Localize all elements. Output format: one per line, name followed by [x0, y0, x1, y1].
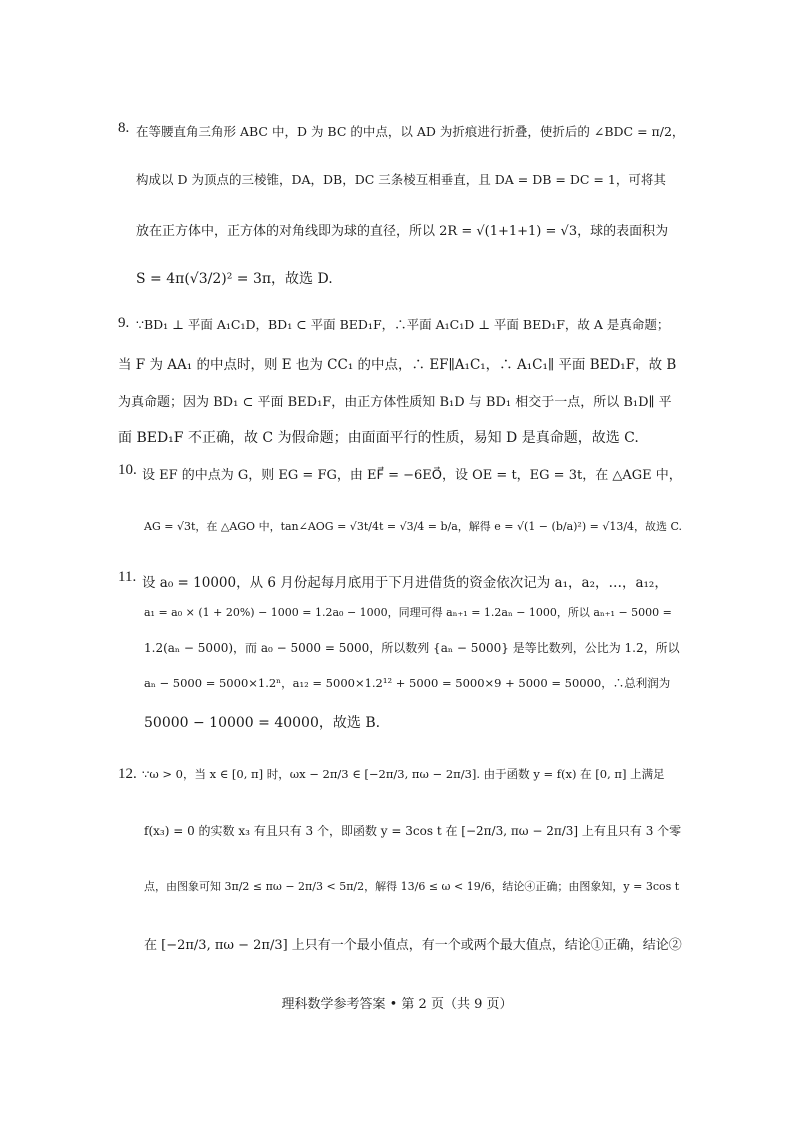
solution-line: aₙ − 5000 = 5000×1.2ⁿ，a₁₂ = 5000×1.2¹² + 5000 = 5000×9 + 5000 = 50000，∴总利润为 [144, 676, 671, 690]
solution-number: 11. [118, 569, 137, 585]
solution-line: 当 F 为 AA₁ 的中点时，则 E 也为 CC₁ 的中点，∴ EF∥A₁C₁，∴ A₁C₁∥ 平面 BED₁F，故 B [118, 357, 677, 373]
solution-line: 设 EF 的中点为 G，则 EG = FG，由 EF⃗ = −6EO⃗，设 OE = t，EG = 3t，在 △AGE 中， [142, 468, 682, 483]
solution-line: 50000 − 10000 = 40000，故选 B. [144, 715, 381, 731]
solution-number: 10. [118, 462, 137, 478]
solution-line: 面 BED₁F 不正确，故 C 为假命题；由面面平行的性质，易知 D 是真命题，故选 C. [118, 430, 639, 446]
solution-line: ∵BD₁ ⊥ 平面 A₁C₁D，BD₁ ⊂ 平面 BED₁F，∴平面 A₁C₁D ⊥ 平面 BED₁F，故 A 是真命题； [136, 317, 670, 332]
solution-9 [118, 315, 684, 445]
solution-line: 1.2(aₙ − 5000)，而 a₀ − 5000 = 5000，所以数列 {aₙ − 5000} 是等比数列，公比为 1.2，所以 [144, 641, 680, 655]
solution-line: S = 4π(√3/2)² = 3π，故选 D. [136, 271, 333, 287]
solution-line: 构成以 D 为顶点的三棱锥，DA，DB，DC 三条棱互相垂直，且 DA = DB = DC = 1，可将其 [136, 172, 666, 187]
solution-line: a₁ = a₀ × (1 + 20%) − 1000 = 1.2a₀ − 1000，同理可得 aₙ₊₁ = 1.2aₙ − 1000，所以 aₙ₊₁ − 5000 = [144, 606, 672, 619]
solution-line: 点，由图象可知 3π/2 ≤ πω − 2π/3 < 5π/2，解得 13/6 ≤ ω < 19/6，结论④正确；由图象知，y = 3cos t [144, 880, 680, 893]
solution-12 [118, 766, 684, 951]
solution-11 [118, 569, 684, 739]
solution-10 [118, 462, 684, 542]
solution-number: 9. [118, 315, 130, 331]
solution-line: 在 [−2π/3, πω − 2π/3] 上只有一个最小值点，有一个或两个最大值点，结论①正确，结论② [144, 938, 682, 953]
solution-line: 为真命题；因为 BD₁ ⊂ 平面 BED₁F，由正方体性质知 B₁D 与 BD₁ 相交于一点，所以 B₁D∥ 平 [118, 395, 672, 410]
solution-line: AG = √3t，在 △AGO 中，tan∠AOG = √3t/4t = √3/4 = b/a，解得 e = √(1 − (b/a)²) = √13/4，故选 C. [144, 520, 683, 533]
solution-line: 设 a₀ = 10000，从 6 月份起每月底用于下月进借货的资金依次记为 a₁，a₂，…，a₁₂， [142, 575, 668, 591]
solution-8 [118, 120, 684, 290]
solution-number: 12. [118, 766, 137, 782]
solution-number: 8. [118, 120, 130, 136]
solution-line: 在等腰直角三角形 ABC 中，D 为 BC 的中点，以 AD 为折痕进行折叠，使折后的 ∠BDC = π/2， [136, 124, 685, 139]
solution-line: 放在正方体中，正方体的对角线即为球的直径，所以 2R = √(1+1+1) = √3，球的表面积为 [136, 224, 669, 239]
page-footer: 理科数学参考答案 • 第 2 页（共 9 页） [281, 997, 513, 1012]
solution-line: f(x₃) = 0 的实数 x₃ 有且只有 3 个，即函数 y = 3cos t 在 [−2π/3, πω − 2π/3] 上有且只有 3 个零 [144, 824, 682, 838]
solution-line: ∵ω > 0，当 x ∈ [0, π] 时，ωx − 2π/3 ∈ [−2π/3, πω − 2π/3]. 由于函数 y = f(x) 在 [0, π] 上满足 [142, 767, 665, 781]
